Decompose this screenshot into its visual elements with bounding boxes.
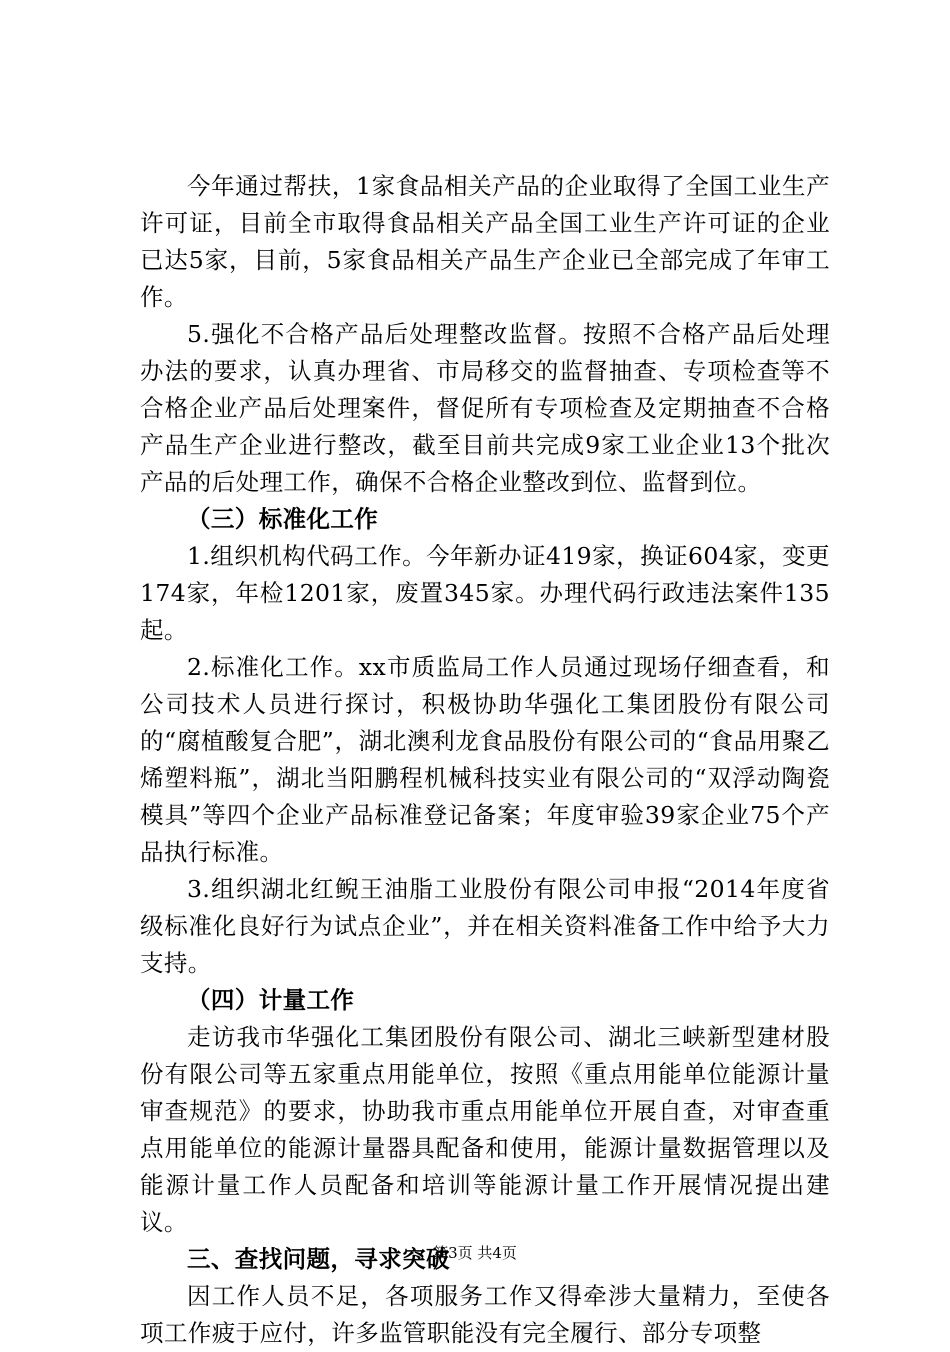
paragraph-nonconforming-products: 5.强化不合格产品后处理整改监督。按照不合格产品后处理办法的要求，认真办理省、市局移交的监督抽查、专项检查等不合格企业产品后处理案件，督促所有专项检查及定期抽查不合格产品生产企业进行整改，截至目前共完成9家工业企业13个批次产品的后处理工作，确保不合格企业整改到位、监督到位。 — [140, 320, 830, 496]
paragraph-metrology-work: 走访我市华强化工集团股份有限公司、湖北三峡新型建材股份有限公司等五家重点用能单位，按照《重点用能单位能源计量审查规范》的要求，协助我市重点用能单位开展自查，对审查重点用能单位的能源计量器具配备和使用，能源计量数据管理以及能源计量工作人员配备和培训等能源计量工作开展情况提出建议。 — [140, 1023, 830, 1236]
section-heading-metrology: （四）计量工作 — [187, 986, 355, 1014]
paragraph-license-summary: 今年通过帮扶，1家食品相关产品的企业取得了全国工业生产许可证，目前全市取得食品相关产品全国工业生产许可证的企业已达5家，目前，5家食品相关产品生产企业已全部完成了年审工作。 — [140, 172, 830, 311]
document-body — [140, 168, 830, 1352]
page-number-footer: 第3页 共4页 — [433, 1244, 517, 1262]
section-heading-standardization: （三）标准化工作 — [187, 505, 379, 533]
paragraph-problems: 因工作人员不足，各项服务工作又得牵涉大量精力，至使各项工作疲于应付，许多监管职能没有完全履行、部分专项整 — [140, 1282, 830, 1347]
paragraph-organization-code: 1.组织机构代码工作。今年新办证419家，换证604家，变更174家，年检1201家，废置345家。办理代码行政违法案件135起。 — [140, 542, 830, 644]
paragraph-pilot-enterprise: 3.组织湖北红鲵王油脂工业股份有限公司申报“2014年度省级标准化良好行为试点企业”，并在相关资料准备工作中给予大力支持。 — [140, 875, 830, 977]
section-heading-problems: 三、查找问题，寻求突破 — [187, 1245, 450, 1273]
paragraph-standardization-work: 2.标准化工作。xx市质监局工作人员通过现场仔细查看，和公司技术人员进行探讨，积极协助华强化工集团股份有限公司的“腐植酸复合肥”，湖北澳利龙食品股份有限公司的“食品用聚乙烯塑料瓶”，湖北当阳鹏程机械科技实业有限公司的“双浮动陶瓷模具”等四个企业产品标准登记备案；年度审验39家企业75个产品执行标准。 — [140, 653, 830, 866]
